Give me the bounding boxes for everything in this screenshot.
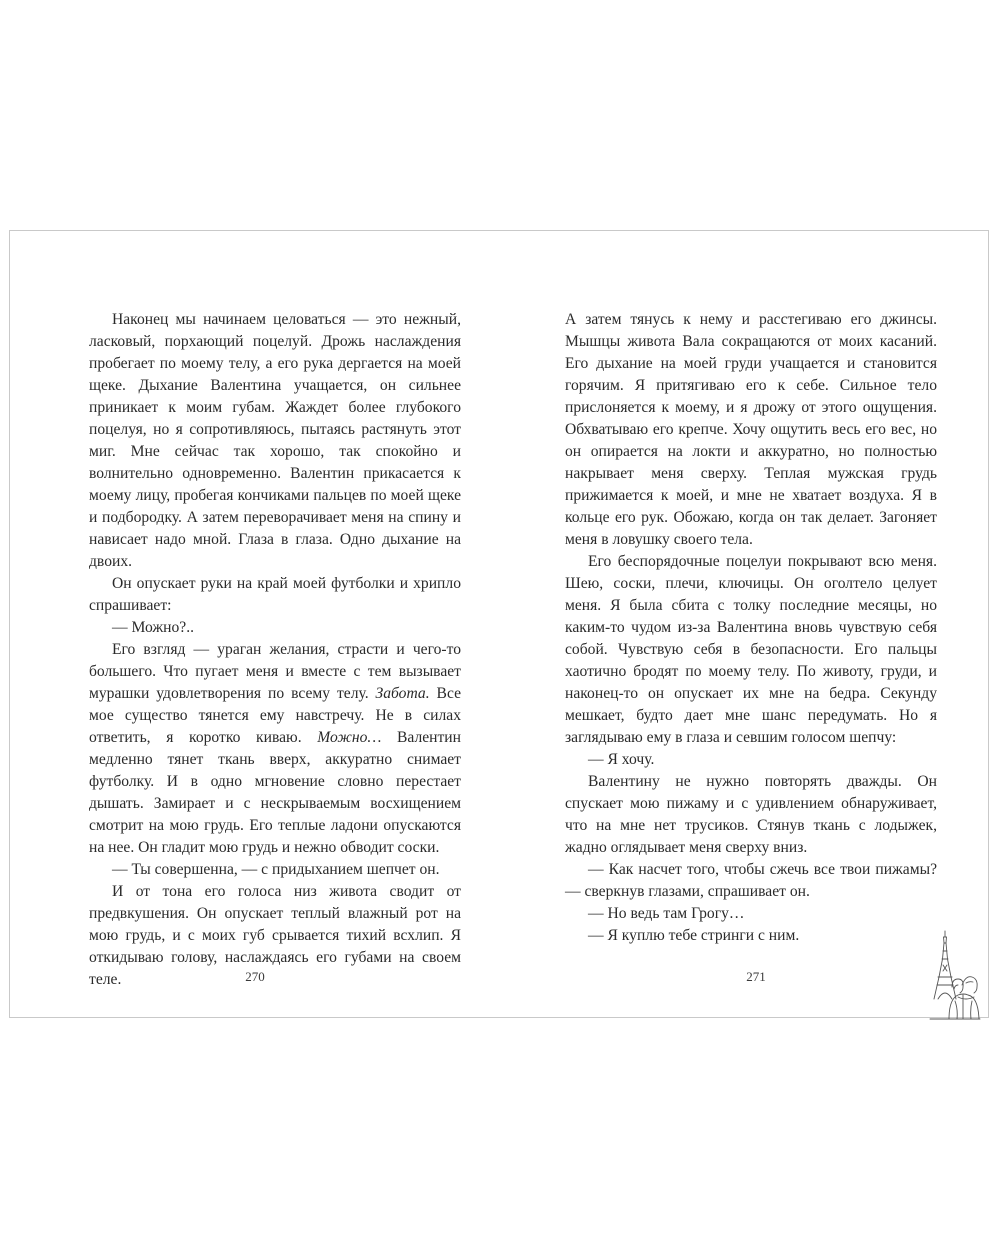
italic-word: Можно… bbox=[317, 729, 382, 746]
book-spread bbox=[9, 230, 989, 1018]
paragraph: Валентину не нужно повторять дважды. Он спускает мою пижаму и с удивлением обнаруживает, что на мне нет трусиков. Стянув ткань с лодыжек, жадно оглядывает меня сверху вниз. bbox=[565, 773, 937, 856]
paragraph bbox=[89, 639, 461, 859]
paragraph: Он опускает руки на край моей футболки и хрипло спрашивает: bbox=[89, 575, 461, 614]
paragraph: — Я куплю тебе стринги с ним. bbox=[588, 927, 800, 944]
paragraph: — Я хочу. bbox=[588, 751, 655, 768]
text-run: Его взгляд — ураган желания, страсти и чего-то большего. Что пугает меня и вместе с тем вызывает мурашки удовлетворения по всему телу. bbox=[89, 641, 461, 702]
text-run: Все мое существо тянется ему навстречу. Не в силах ответить, я коротко киваю. bbox=[89, 685, 461, 746]
paragraph: Наконец мы начинаем целоваться — это нежный, ласковый, порхающий поцелуй. Дрожь наслаждения пробегает по моему телу, а его рука дергается на моей щеке. Дыхание Валентина учащается, он сильнее приникает к моим губам. Жаждет более глубокого поцелуя, но я сопротивляюсь, пытаясь растянуть этот миг. Мне сейчас так хорошо, так спокойно и волнительно одновременно. Валентин прикасается к моему лицу, пробегая кончиками пальцев по моей щеке и подбородку. А затем переворачивает меня на спину и нависает надо мной. Глаза в глаза. Одно дыхание на двоих. bbox=[89, 311, 461, 570]
italic-word: Забота. bbox=[375, 685, 430, 702]
paragraph: — Ты совершенна, — с придыханием шепчет он. bbox=[112, 861, 440, 878]
left-page bbox=[89, 309, 461, 991]
right-page bbox=[565, 309, 937, 947]
paragraph: — Можно?.. bbox=[112, 619, 195, 636]
page-number-left: 270 bbox=[245, 969, 265, 984]
paragraph: — Как насчет того, чтобы сжечь все твои пижамы? — сверкнув глазами, спрашивает он. bbox=[565, 861, 937, 900]
eiffel-tower-couple-illustration-icon bbox=[922, 929, 982, 1021]
page-number-right: 271 bbox=[746, 969, 766, 984]
text-run: Валентин медленно тянет ткань вверх, аккуратно снимает футболку. И в одно мгновение словно перестает дышать. Замирает и с нескрываемым восхищением смотрит на мою грудь. Его теплые ладони опускаются на нее. Он гладит мою грудь и нежно обводит соски. bbox=[89, 729, 461, 856]
paragraph: — Но ведь там Грогу… bbox=[588, 905, 745, 922]
paragraph: Его беспорядочные поцелуи покрывают всю меня. Шею, соски, плечи, ключицы. Он оголтело целует меня. Я была сбита с толку последние месяцы, но каким-то чудом из-за Валентина вновь чувствую себя собой. Чувствую себя в безопасности. Его пальцы хаотично бродят по моему телу. По животу, груди, и наконец-то он опускает их мне на бедра. Секунду мешкает, будто дает мне шанс передумать. Но я заглядываю ему в глаза и севшим голосом шепчу: bbox=[565, 553, 937, 746]
paragraph: А затем тянусь к нему и расстегиваю его джинсы. Мышцы живота Вала сокращаются от моих касаний. Его дыхание на моей груди учащается и становится горячим. Я притягиваю его к себе. Сильное тело прислоняется к моему, и я дрожу от этого ощущения. Обхватываю его крепче. Хочу ощутить весь его вес, но он опирается на локти и аккуратно, но полностью накрывает меня сверху. Теплая мужская грудь прижимается к моей, и мне не хватает воздуха. Я в кольце его рук. Обожаю, когда он так делает. Загоняет меня в ловушку своего тела. bbox=[565, 311, 937, 548]
paragraph: И от тона его голоса низ живота сводит от предвкушения. Он опускает теплый влажный рот на мою грудь, и с моих губ срывается тихий всхлип. Я откидываю голову, наслаждаясь его губами на своем теле. bbox=[89, 883, 461, 988]
